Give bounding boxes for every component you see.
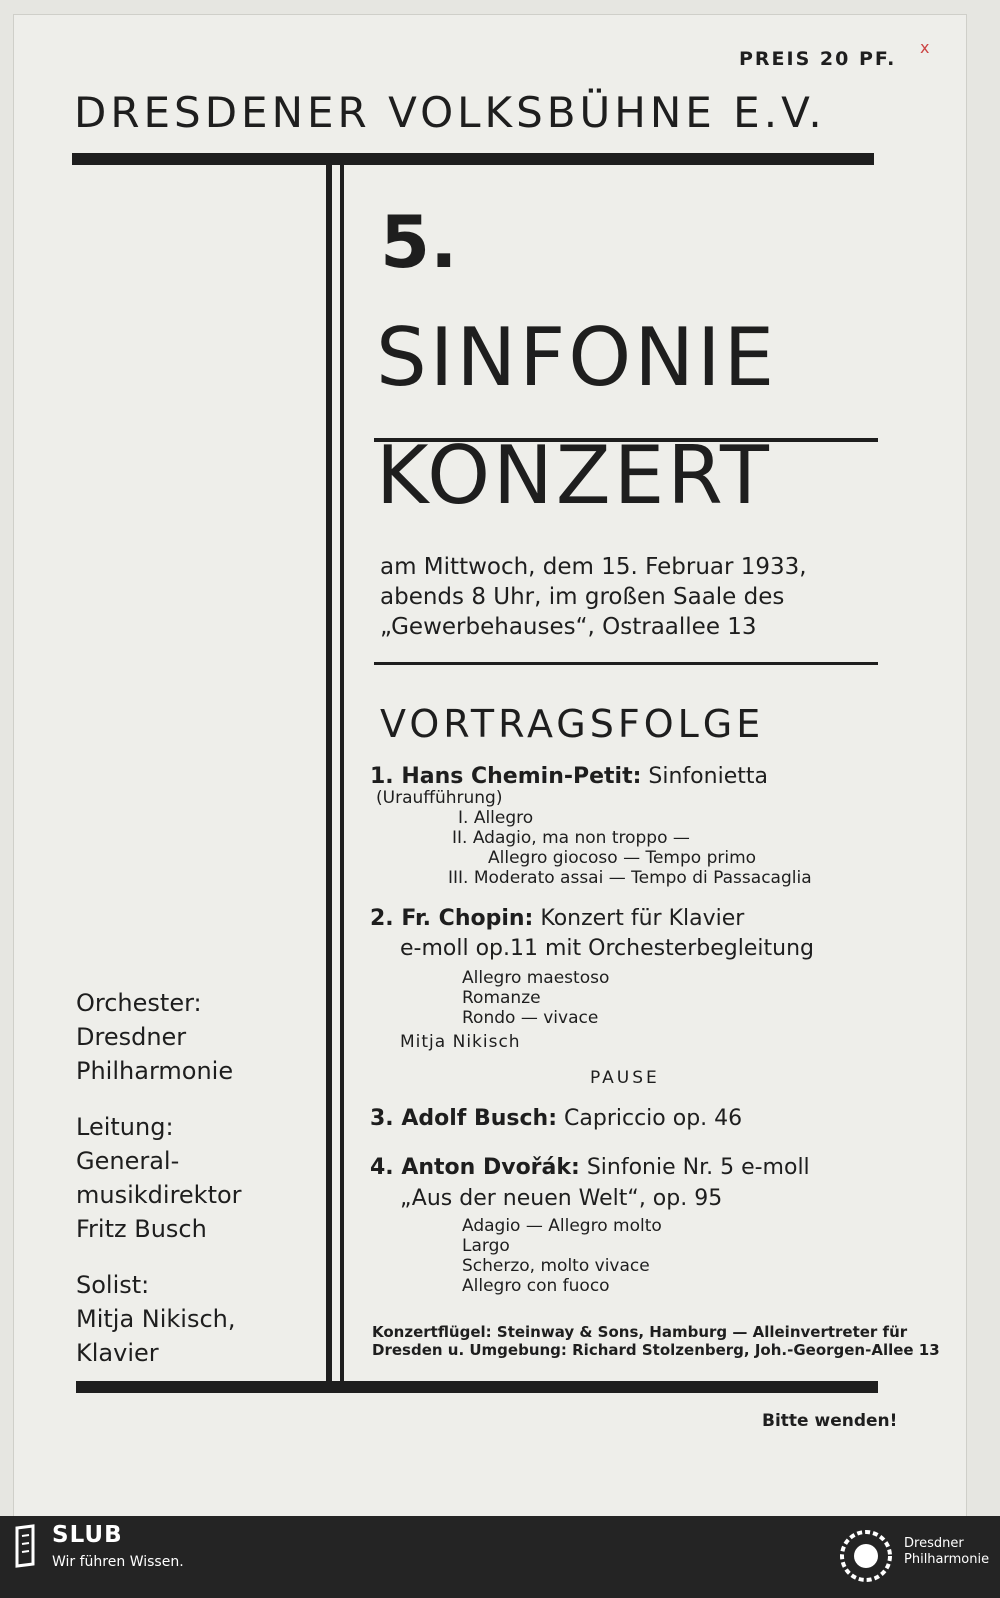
date-line-2: abends 8 Uhr, im großen Saale des <box>380 584 785 610</box>
soloist-instrument: Klavier <box>76 1339 159 1367</box>
movement: Allegro con fuoco <box>462 1276 610 1296</box>
title-konzert: KONZERT <box>376 429 772 522</box>
pencil-mark: x <box>920 38 930 57</box>
vertical-rule-inner <box>340 165 344 1385</box>
concert-number: 5. <box>380 200 458 284</box>
orchestra-label: Orchester: <box>76 989 202 1017</box>
movement: Rondo — vivace <box>462 1008 599 1028</box>
composer-dvorak: 4. Anton Dvořák: <box>370 1155 580 1180</box>
lead-title: General- <box>76 1147 180 1175</box>
lead-name: Fritz Busch <box>76 1215 207 1243</box>
piano-note-1: Konzertflügel: Steinway & Sons, Hamburg — Alleinvertreter für <box>372 1323 908 1341</box>
premiere-note: (Uraufführung) <box>376 788 503 808</box>
lead-title: musikdirektor <box>76 1181 242 1209</box>
organization-title: DRESDENER VOLKSBÜHNE E.V. <box>74 88 826 137</box>
title-sinfonie: SINFONIE <box>376 311 778 404</box>
soloist-name: Mitja Nikisch <box>400 1032 521 1052</box>
date-line-3: „Gewerbehauses“, Ostraallee 13 <box>380 614 757 640</box>
composer-chemin-petit: 1. Hans Chemin-Petit: <box>370 764 642 789</box>
program-rule <box>374 662 878 665</box>
top-rule <box>72 153 874 165</box>
composer-chopin: 2. Fr. Chopin: <box>370 906 534 931</box>
pause-label: PAUSE <box>590 1068 660 1088</box>
price-label: PREIS 20 PF. <box>739 48 897 70</box>
program-item-1 <box>370 764 768 789</box>
orchestra-name: Philharmonie <box>76 1057 234 1085</box>
footer-bar <box>0 1516 1000 1598</box>
orchestra-name: Dresdner <box>76 1023 187 1051</box>
program-heading: VORTRAGSFOLGE <box>380 702 765 746</box>
program-item-4 <box>370 1155 810 1180</box>
movement: Largo <box>462 1236 510 1256</box>
work-piano-concerto: Konzert für Klavier <box>540 906 745 931</box>
program-item-2 <box>370 906 744 931</box>
slub-logo-icon <box>14 1524 36 1568</box>
movement: III. Moderato assai — Tempo di Passacaglia <box>448 868 812 888</box>
work-piano-concerto-detail: e-moll op.11 mit Orchesterbegleitung <box>400 936 814 961</box>
movement: Allegro maestoso <box>462 968 610 988</box>
soloist-name: Mitja Nikisch, <box>76 1305 236 1333</box>
vertical-rule-outer <box>326 165 332 1385</box>
partner-line-1: Dresdner <box>904 1536 964 1551</box>
work-sinfonietta: Sinfonietta <box>648 764 768 789</box>
piano-note-2: Dresden u. Umgebung: Richard Stolzenberg, Joh.-Georgen-Allee 13 <box>372 1341 940 1359</box>
movement: Allegro giocoso — Tempo primo <box>488 848 757 868</box>
movement: Adagio — Allegro molto <box>462 1216 662 1236</box>
turn-over-note: Bitte wenden! <box>762 1411 898 1431</box>
bottom-rule <box>76 1381 878 1393</box>
work-symphony-subtitle: „Aus der neuen Welt“, op. 95 <box>400 1186 723 1211</box>
dresdner-philharmonie-logo-icon <box>838 1528 894 1584</box>
partner-line-2: Philharmonie <box>904 1552 990 1567</box>
movement: Romanze <box>462 988 541 1008</box>
composer-busch: 3. Adolf Busch: <box>370 1106 558 1131</box>
lead-label: Leitung: <box>76 1113 174 1141</box>
slub-tagline: Wir führen Wissen. <box>52 1554 184 1570</box>
movement: Scherzo, molto vivace <box>462 1256 650 1276</box>
partner-name <box>904 1536 989 1568</box>
work-symphony-5: Sinfonie Nr. 5 e-moll <box>586 1155 810 1180</box>
movement: II. Adagio, ma non troppo — <box>452 828 690 848</box>
movement: I. Allegro <box>458 808 534 828</box>
soloist-label: Solist: <box>76 1271 150 1299</box>
slub-name: SLUB <box>52 1522 123 1548</box>
work-capriccio: Capriccio op. 46 <box>564 1106 743 1131</box>
program-item-3 <box>370 1106 742 1131</box>
date-line-1: am Mittwoch, dem 15. Februar 1933, <box>380 554 807 580</box>
